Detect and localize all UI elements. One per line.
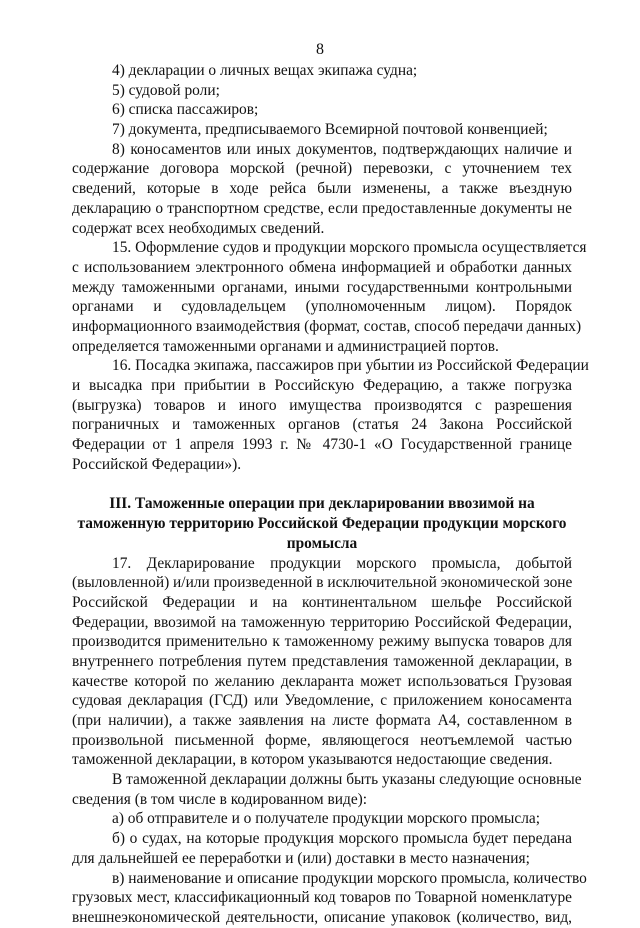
text-line: (выловленной) и/или произведенной в исключительной экономической зоне — [72, 574, 573, 592]
section-heading-line: III. Таможенные операции при декларировании ввозимой на — [109, 495, 535, 513]
text-line: 6) списка пассажиров; — [112, 101, 259, 119]
text-line: судовая декларация (ГСД) или Уведомление, с приложением коносамента — [72, 692, 572, 710]
text-line: содержание договора морской (речной) перевозки, с уточнением тех — [72, 160, 572, 178]
text-line: определяется таможенными органами и администрацией портов. — [72, 337, 499, 355]
text-line: 4) декларации о личных вещах экипажа судна; — [112, 62, 418, 79]
section-spacer — [72, 474, 572, 494]
text-line: органами и судовладельцем (уполномоченным лицом). Порядок — [72, 298, 572, 316]
text-line: произвольной письменной форме, являющегося неотъемлемой частью — [72, 731, 572, 749]
text-line: внутреннего потребления путем представления таможенной декларации, в — [72, 652, 572, 670]
section-heading-line: промысла — [286, 534, 358, 552]
text-line: б) о судах, на которые продукция морского промысла будет передана — [112, 830, 572, 848]
text-line: пограничных и таможенных органов (статья 24 Закона Российской — [72, 416, 572, 434]
text-line: сведений, которые в ходе рейса были изменены, а также въездную — [72, 180, 572, 198]
text-line: Российской Федерации»). — [72, 455, 242, 473]
text-line: В таможенной декларации должны быть указаны следующие основные — [112, 771, 582, 789]
text-line: и высадка при прибытии в Российскую Федерацию, а также погрузка — [72, 377, 572, 394]
text-line: в) наименование и описание продукции морского промысла, количество — [112, 869, 587, 887]
text-line: информационного взаимодействия (формат, состав, способ передачи данных) — [72, 317, 582, 335]
text-line: содержат всех необходимых сведений. — [72, 219, 325, 237]
text-line: 15. Оформление судов и продукции морского промысла осуществляется — [112, 239, 587, 257]
text-line: 16. Посадка экипажа, пассажиров при убытии из Российской Федерации — [112, 357, 589, 375]
text-line: внешнеэкономической деятельности, описание упаковок (количество, вид, — [72, 908, 572, 926]
text-line: Федерации от 1 апреля 1993 г. № 4730-1 «О Государственной границе — [72, 436, 572, 454]
document-body — [72, 61, 589, 928]
text-line: таможенной декларации, в котором указываются недостающие сведения. — [72, 751, 553, 769]
text-line: а) об отправителе и о получателе продукции морского промысла; — [112, 810, 540, 828]
text-line: декларацию о транспортном средстве, если предоставленные документы не — [72, 199, 572, 217]
text-line: производится применительно к таможенному режиму выпуска товаров для — [72, 633, 572, 651]
text-line: для дальнейшей ее переработки и (или) доставки в место назначения; — [72, 849, 530, 867]
text-line: между таможенными органами, иными государственными контрольными — [72, 278, 572, 296]
text-line: грузовых мест, классификационный код товаров по Товарной номенклатуре — [72, 889, 572, 907]
text-line: 17. Декларирование продукции морского промысла, добытой — [112, 554, 572, 572]
text-line: 8) коносаментов или иных документов, подтверждающих наличие и — [112, 140, 572, 158]
text-line: сведения (в том числе в кодированном виде): — [72, 790, 368, 808]
page-number: 8 — [316, 41, 324, 58]
text-line: Федерации, ввозимой на таможенную территорию Российской Федерации, — [72, 613, 572, 631]
text-line: (выгрузка) товаров и иного имущества производятся с разрешения — [72, 396, 572, 414]
text-line: 5) судовой роли; — [112, 81, 220, 99]
text-line: 7) документа, предписываемого Всемирной почтовой конвенцией; — [112, 121, 548, 139]
text-line: качестве которой по желанию декларанта может использоваться Грузовая — [72, 672, 572, 690]
section-heading-line: таможенную территорию Российской Федерации продукции морского — [77, 515, 567, 533]
text-line: Российской Федерации и на континентальном шельфе Российской — [72, 593, 572, 611]
text-line: с использованием электронного обмена информацией и обработки данных — [72, 258, 572, 276]
text-line: (при наличии), а также заявления на листе формата А4, составленном в — [72, 712, 572, 729]
